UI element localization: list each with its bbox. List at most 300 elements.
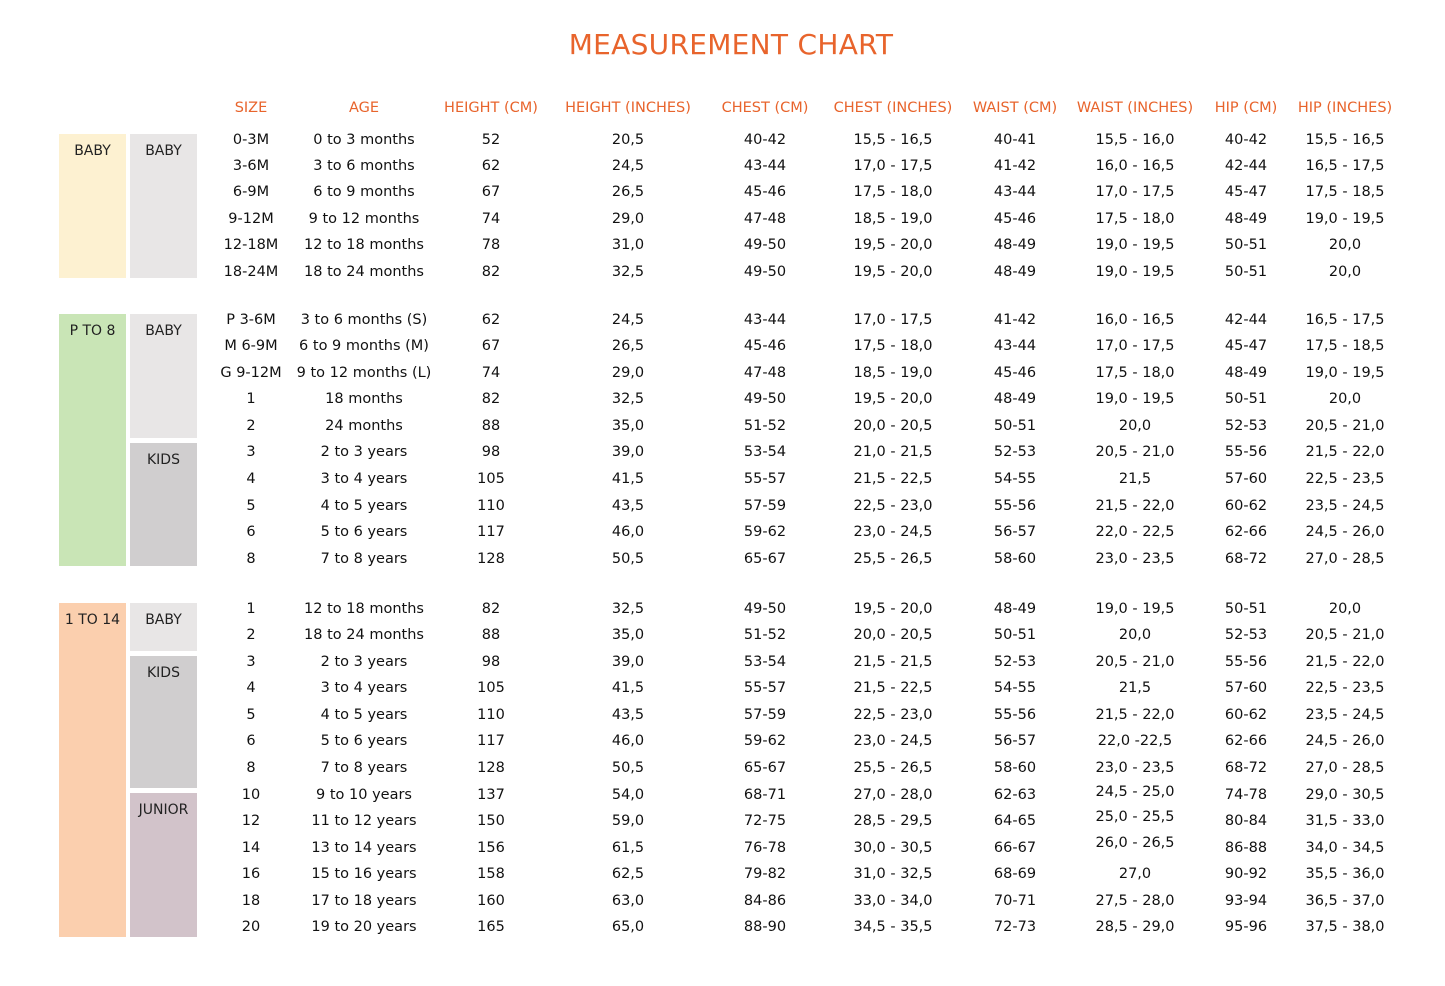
cell-size: 9-12M [228,211,274,227]
cell-waist-inches: 24,5 - 25,0 [1095,784,1175,800]
cell-height-cm: 165 [477,919,505,935]
cell-hip-inches: 20,0 [1328,264,1362,280]
cell-hip-inches: 27,0 - 28,5 [1305,551,1385,567]
cell-waist-cm: 64-65 [993,813,1037,829]
cell-waist-inches: 16,0 - 16,5 [1095,158,1175,174]
cell-waist-cm: 70-71 [993,893,1037,909]
header-chest-cm: CHEST (CM) [721,100,809,116]
subgroup-label-baby: BABY [130,603,197,651]
cell-size: 14 [241,840,261,856]
cell-height-cm: 98 [481,444,501,460]
cell-waist-cm: 45-46 [993,365,1037,381]
cell-hip-cm: 68-72 [1224,760,1268,776]
cell-chest-inches: 17,5 - 18,0 [853,184,933,200]
cell-waist-cm: 58-60 [993,760,1037,776]
cell-height-cm: 110 [477,498,505,514]
cell-height-cm: 78 [481,237,501,253]
cell-chest-inches: 21,5 - 21,5 [853,654,933,670]
cell-hip-cm: 93-94 [1224,893,1268,909]
cell-age: 9 to 12 months [308,211,420,227]
cell-chest-cm: 49-50 [743,264,787,280]
cell-hip-inches: 15,5 - 16,5 [1305,132,1385,148]
cell-waist-inches: 17,5 - 18,0 [1095,211,1175,227]
cell-height-cm: 128 [477,551,505,567]
cell-waist-inches: 21,5 [1118,471,1152,487]
cell-waist-cm: 48-49 [993,237,1037,253]
cell-waist-cm: 52-53 [993,654,1037,670]
cell-height-inches: 35,0 [611,627,645,643]
cell-waist-inches: 19,0 - 19,5 [1095,601,1175,617]
cell-chest-inches: 31,0 - 32,5 [853,866,933,882]
cell-waist-cm: 43-44 [993,338,1037,354]
cell-height-inches: 65,0 [611,919,645,935]
cell-height-cm: 105 [477,471,505,487]
cell-height-inches: 26,5 [611,338,645,354]
cell-chest-inches: 30,0 - 30,5 [853,840,933,856]
cell-size: P 3-6M [226,312,276,328]
cell-waist-inches: 27,0 [1118,866,1152,882]
cell-hip-inches: 20,5 - 21,0 [1305,627,1385,643]
cell-hip-inches: 20,0 [1328,237,1362,253]
cell-size: G 9-12M [220,365,282,381]
cell-age: 18 to 24 months [304,627,424,643]
cell-waist-inches: 26,0 - 26,5 [1095,835,1175,851]
cell-waist-inches: 21,5 - 22,0 [1095,707,1175,723]
cell-chest-inches: 27,0 - 28,0 [853,787,933,803]
cell-age: 18 to 24 months [304,264,424,280]
cell-waist-inches: 19,0 - 19,5 [1095,264,1175,280]
cell-waist-cm: 56-57 [993,733,1037,749]
cell-height-inches: 32,5 [611,264,645,280]
header-chest-inches: CHEST (INCHES) [833,100,953,116]
cell-waist-cm: 62-63 [993,787,1037,803]
cell-waist-inches: 22,0 - 22,5 [1095,524,1175,540]
cell-age: 2 to 3 years [320,654,408,670]
subgroup-label-junior: JUNIOR [130,793,197,937]
cell-age: 13 to 14 years [311,840,417,856]
cell-height-inches: 61,5 [611,840,645,856]
cell-chest-inches: 15,5 - 16,5 [853,132,933,148]
cell-chest-cm: 49-50 [743,237,787,253]
cell-chest-inches: 22,5 - 23,0 [853,498,933,514]
cell-age: 17 to 18 years [311,893,417,909]
cell-waist-cm: 48-49 [993,601,1037,617]
cell-chest-cm: 68-71 [743,787,787,803]
cell-waist-cm: 72-73 [993,919,1037,935]
cell-age: 7 to 8 years [320,760,408,776]
cell-hip-cm: 60-62 [1224,498,1268,514]
cell-height-cm: 88 [481,627,501,643]
cell-chest-cm: 51-52 [743,418,787,434]
cell-hip-cm: 50-51 [1224,264,1268,280]
cell-chest-cm: 57-59 [743,498,787,514]
cell-height-cm: 117 [477,524,505,540]
cell-height-cm: 160 [477,893,505,909]
cell-hip-cm: 50-51 [1224,391,1268,407]
cell-hip-cm: 80-84 [1224,813,1268,829]
cell-size: 5 [246,498,256,514]
cell-chest-cm: 55-57 [743,471,787,487]
cell-hip-cm: 68-72 [1224,551,1268,567]
cell-waist-cm: 48-49 [993,264,1037,280]
cell-hip-cm: 95-96 [1224,919,1268,935]
cell-height-cm: 74 [481,365,501,381]
header-hip-cm: HIP (CM) [1214,100,1278,116]
cell-age: 12 to 18 months [304,237,424,253]
cell-hip-cm: 74-78 [1224,787,1268,803]
cell-chest-cm: 40-42 [743,132,787,148]
cell-waist-cm: 41-42 [993,158,1037,174]
cell-hip-cm: 62-66 [1224,733,1268,749]
cell-height-inches: 29,0 [611,211,645,227]
cell-height-inches: 32,5 [611,601,645,617]
header-size: SIZE [234,100,268,116]
cell-age: 5 to 6 years [320,524,408,540]
cell-hip-cm: 62-66 [1224,524,1268,540]
cell-height-inches: 63,0 [611,893,645,909]
cell-age: 9 to 12 months (L) [296,365,432,381]
cell-height-cm: 82 [481,391,501,407]
cell-chest-inches: 20,0 - 20,5 [853,627,933,643]
cell-chest-cm: 43-44 [743,312,787,328]
cell-size: 3-6M [232,158,270,174]
cell-height-inches: 59,0 [611,813,645,829]
cell-chest-cm: 49-50 [743,601,787,617]
cell-height-cm: 158 [477,866,505,882]
cell-chest-cm: 53-54 [743,444,787,460]
header-waist-inches: WAIST (INCHES) [1076,100,1194,116]
cell-hip-cm: 42-44 [1224,312,1268,328]
cell-hip-inches: 21,5 - 22,0 [1305,444,1385,460]
cell-height-inches: 50,5 [611,551,645,567]
cell-size: 3 [246,654,256,670]
cell-waist-inches: 22,0 -22,5 [1097,733,1173,749]
cell-height-inches: 20,5 [611,132,645,148]
cell-hip-cm: 48-49 [1224,211,1268,227]
cell-size: 2 [246,627,256,643]
cell-height-inches: 39,0 [611,444,645,460]
cell-size: 1 [246,601,256,617]
cell-height-cm: 62 [481,312,501,328]
cell-waist-cm: 54-55 [993,680,1037,696]
cell-height-cm: 156 [477,840,505,856]
cell-hip-inches: 24,5 - 26,0 [1305,733,1385,749]
cell-height-inches: 24,5 [611,158,645,174]
cell-chest-inches: 23,0 - 24,5 [853,524,933,540]
cell-chest-inches: 19,5 - 20,0 [853,264,933,280]
cell-chest-inches: 23,0 - 24,5 [853,733,933,749]
cell-chest-inches: 22,5 - 23,0 [853,707,933,723]
cell-age: 3 to 6 months (S) [300,312,428,328]
cell-hip-cm: 55-56 [1224,654,1268,670]
header-height-cm: HEIGHT (CM) [444,100,538,116]
cell-waist-inches: 19,0 - 19,5 [1095,391,1175,407]
cell-hip-inches: 17,5 - 18,5 [1305,338,1385,354]
subgroup-label-baby: BABY [130,314,197,438]
cell-age: 19 to 20 years [311,919,417,935]
cell-hip-inches: 16,5 - 17,5 [1305,312,1385,328]
cell-waist-inches: 27,5 - 28,0 [1095,893,1175,909]
cell-height-cm: 82 [481,601,501,617]
cell-hip-cm: 57-60 [1224,471,1268,487]
cell-chest-cm: 47-48 [743,211,787,227]
cell-age: 24 months [325,418,403,434]
cell-age: 7 to 8 years [320,551,408,567]
cell-waist-cm: 40-41 [993,132,1037,148]
cell-chest-cm: 47-48 [743,365,787,381]
cell-size: 12-18M [223,237,279,253]
cell-height-inches: 46,0 [611,733,645,749]
cell-waist-inches: 17,0 - 17,5 [1095,184,1175,200]
cell-age: 3 to 4 years [320,471,408,487]
cell-hip-inches: 20,0 [1328,601,1362,617]
cell-size: 6 [246,524,256,540]
cell-chest-cm: 79-82 [743,866,787,882]
cell-waist-inches: 20,5 - 21,0 [1095,654,1175,670]
cell-height-inches: 54,0 [611,787,645,803]
cell-hip-cm: 55-56 [1224,444,1268,460]
cell-height-inches: 46,0 [611,524,645,540]
cell-waist-inches: 21,5 - 22,0 [1095,498,1175,514]
cell-chest-inches: 17,0 - 17,5 [853,158,933,174]
cell-chest-inches: 21,0 - 21,5 [853,444,933,460]
cell-age: 5 to 6 years [320,733,408,749]
cell-age: 2 to 3 years [320,444,408,460]
cell-height-inches: 24,5 [611,312,645,328]
cell-hip-cm: 60-62 [1224,707,1268,723]
cell-chest-cm: 51-52 [743,627,787,643]
subgroup-label-kids: KIDS [130,443,197,566]
cell-size: M 6-9M [224,338,278,354]
cell-waist-cm: 43-44 [993,184,1037,200]
cell-height-cm: 105 [477,680,505,696]
cell-hip-cm: 52-53 [1224,418,1268,434]
cell-size: 0-3M [232,132,270,148]
cell-waist-cm: 48-49 [993,391,1037,407]
cell-chest-inches: 21,5 - 22,5 [853,680,933,696]
cell-chest-inches: 33,0 - 34,0 [853,893,933,909]
cell-age: 6 to 9 months [313,184,415,200]
cell-waist-inches: 23,0 - 23,5 [1095,551,1175,567]
cell-chest-inches: 34,5 - 35,5 [853,919,933,935]
cell-height-cm: 110 [477,707,505,723]
cell-height-cm: 62 [481,158,501,174]
cell-hip-inches: 22,5 - 23,5 [1305,471,1385,487]
cell-hip-cm: 52-53 [1224,627,1268,643]
cell-age: 12 to 18 months [304,601,424,617]
cell-size: 16 [241,866,261,882]
cell-waist-inches: 17,0 - 17,5 [1095,338,1175,354]
cell-waist-cm: 45-46 [993,211,1037,227]
cell-height-cm: 150 [477,813,505,829]
cell-waist-cm: 68-69 [993,866,1037,882]
cell-waist-cm: 66-67 [993,840,1037,856]
cell-height-inches: 35,0 [611,418,645,434]
cell-age: 11 to 12 years [311,813,417,829]
cell-waist-cm: 55-56 [993,498,1037,514]
cell-chest-inches: 19,5 - 20,0 [853,601,933,617]
cell-chest-cm: 84-86 [743,893,787,909]
cell-height-cm: 82 [481,264,501,280]
cell-hip-inches: 20,0 [1328,391,1362,407]
cell-hip-cm: 42-44 [1224,158,1268,174]
cell-chest-cm: 76-78 [743,840,787,856]
cell-hip-inches: 37,5 - 38,0 [1305,919,1385,935]
cell-chest-cm: 65-67 [743,760,787,776]
cell-height-inches: 62,5 [611,866,645,882]
cell-hip-cm: 90-92 [1224,866,1268,882]
cell-hip-inches: 19,0 - 19,5 [1305,211,1385,227]
cell-age: 0 to 3 months [313,132,415,148]
cell-hip-inches: 16,5 - 17,5 [1305,158,1385,174]
cell-chest-cm: 49-50 [743,391,787,407]
cell-hip-cm: 45-47 [1224,184,1268,200]
group-label-baby: BABY [59,134,126,278]
subgroup-label-baby: BABY [130,134,197,278]
cell-chest-cm: 45-46 [743,184,787,200]
cell-hip-inches: 23,5 - 24,5 [1305,707,1385,723]
cell-size: 20 [241,919,261,935]
subgroup-label-kids: KIDS [130,656,197,788]
cell-size: 6-9M [232,184,270,200]
cell-hip-inches: 17,5 - 18,5 [1305,184,1385,200]
cell-chest-inches: 19,5 - 20,0 [853,391,933,407]
cell-chest-cm: 57-59 [743,707,787,723]
cell-height-inches: 32,5 [611,391,645,407]
cell-waist-inches: 25,0 - 25,5 [1095,809,1175,825]
cell-hip-inches: 34,0 - 34,5 [1305,840,1385,856]
cell-height-cm: 98 [481,654,501,670]
cell-height-cm: 137 [477,787,505,803]
cell-waist-inches: 17,5 - 18,0 [1095,365,1175,381]
cell-age: 9 to 10 years [316,787,412,803]
cell-hip-inches: 36,5 - 37,0 [1305,893,1385,909]
cell-age: 3 to 6 months [313,158,415,174]
cell-height-cm: 67 [481,184,501,200]
cell-size: 6 [246,733,256,749]
cell-height-cm: 117 [477,733,505,749]
header-hip-inches: HIP (INCHES) [1297,100,1393,116]
cell-height-inches: 39,0 [611,654,645,670]
cell-hip-cm: 86-88 [1224,840,1268,856]
cell-size: 18-24M [223,264,279,280]
cell-hip-inches: 24,5 - 26,0 [1305,524,1385,540]
cell-chest-inches: 28,5 - 29,5 [853,813,933,829]
cell-height-inches: 31,0 [611,237,645,253]
cell-hip-cm: 48-49 [1224,365,1268,381]
cell-height-inches: 41,5 [611,680,645,696]
cell-chest-inches: 20,0 - 20,5 [853,418,933,434]
cell-chest-cm: 88-90 [743,919,787,935]
cell-chest-cm: 59-62 [743,524,787,540]
cell-height-cm: 67 [481,338,501,354]
cell-hip-inches: 19,0 - 19,5 [1305,365,1385,381]
cell-chest-cm: 65-67 [743,551,787,567]
cell-chest-inches: 25,5 - 26,5 [853,760,933,776]
cell-age: 3 to 4 years [320,680,408,696]
cell-chest-cm: 55-57 [743,680,787,696]
cell-waist-cm: 56-57 [993,524,1037,540]
cell-hip-inches: 20,5 - 21,0 [1305,418,1385,434]
cell-waist-inches: 16,0 - 16,5 [1095,312,1175,328]
cell-chest-inches: 18,5 - 19,0 [853,211,933,227]
cell-height-inches: 29,0 [611,365,645,381]
cell-chest-cm: 43-44 [743,158,787,174]
cell-height-cm: 88 [481,418,501,434]
group-label-p-to-8: P TO 8 [59,314,126,566]
cell-age: 18 months [325,391,403,407]
cell-hip-inches: 21,5 - 22,0 [1305,654,1385,670]
cell-age: 15 to 16 years [311,866,417,882]
cell-waist-inches: 19,0 - 19,5 [1095,237,1175,253]
cell-age: 4 to 5 years [320,498,408,514]
cell-size: 12 [241,813,261,829]
cell-waist-inches: 21,5 [1118,680,1152,696]
cell-waist-cm: 50-51 [993,418,1037,434]
cell-height-cm: 74 [481,211,501,227]
cell-waist-inches: 23,0 - 23,5 [1095,760,1175,776]
cell-waist-inches: 20,0 [1118,418,1152,434]
cell-hip-cm: 40-42 [1224,132,1268,148]
cell-chest-cm: 53-54 [743,654,787,670]
cell-height-inches: 43,5 [611,707,645,723]
cell-hip-inches: 29,0 - 30,5 [1305,787,1385,803]
cell-waist-cm: 54-55 [993,471,1037,487]
cell-height-inches: 50,5 [611,760,645,776]
page-title: MEASUREMENT CHART [568,28,894,61]
cell-hip-inches: 22,5 - 23,5 [1305,680,1385,696]
cell-hip-cm: 57-60 [1224,680,1268,696]
cell-size: 1 [246,391,256,407]
cell-waist-inches: 28,5 - 29,0 [1095,919,1175,935]
header-waist-cm: WAIST (CM) [972,100,1058,116]
cell-hip-inches: 27,0 - 28,5 [1305,760,1385,776]
cell-age: 4 to 5 years [320,707,408,723]
cell-waist-cm: 58-60 [993,551,1037,567]
cell-waist-cm: 55-56 [993,707,1037,723]
group-label-1-to-14: 1 TO 14 [59,603,126,937]
cell-chest-inches: 17,0 - 17,5 [853,312,933,328]
cell-size: 2 [246,418,256,434]
cell-size: 10 [241,787,261,803]
cell-waist-inches: 20,0 [1118,627,1152,643]
cell-height-cm: 128 [477,760,505,776]
cell-waist-cm: 41-42 [993,312,1037,328]
cell-height-inches: 43,5 [611,498,645,514]
cell-waist-inches: 15,5 - 16,0 [1095,132,1175,148]
cell-chest-inches: 21,5 - 22,5 [853,471,933,487]
cell-chest-cm: 45-46 [743,338,787,354]
cell-chest-cm: 59-62 [743,733,787,749]
cell-hip-inches: 35,5 - 36,0 [1305,866,1385,882]
cell-hip-cm: 50-51 [1224,601,1268,617]
cell-hip-cm: 50-51 [1224,237,1268,253]
header-age: AGE [348,100,380,116]
cell-waist-cm: 50-51 [993,627,1037,643]
cell-age: 6 to 9 months (M) [299,338,429,354]
cell-waist-inches: 20,5 - 21,0 [1095,444,1175,460]
cell-chest-inches: 18,5 - 19,0 [853,365,933,381]
cell-size: 18 [241,893,261,909]
cell-size: 8 [246,760,256,776]
cell-size: 3 [246,444,256,460]
cell-chest-inches: 25,5 - 26,5 [853,551,933,567]
cell-height-cm: 52 [481,132,501,148]
cell-hip-inches: 23,5 - 24,5 [1305,498,1385,514]
header-height-inches: HEIGHT (INCHES) [565,100,691,116]
cell-size: 5 [246,707,256,723]
cell-size: 8 [246,551,256,567]
